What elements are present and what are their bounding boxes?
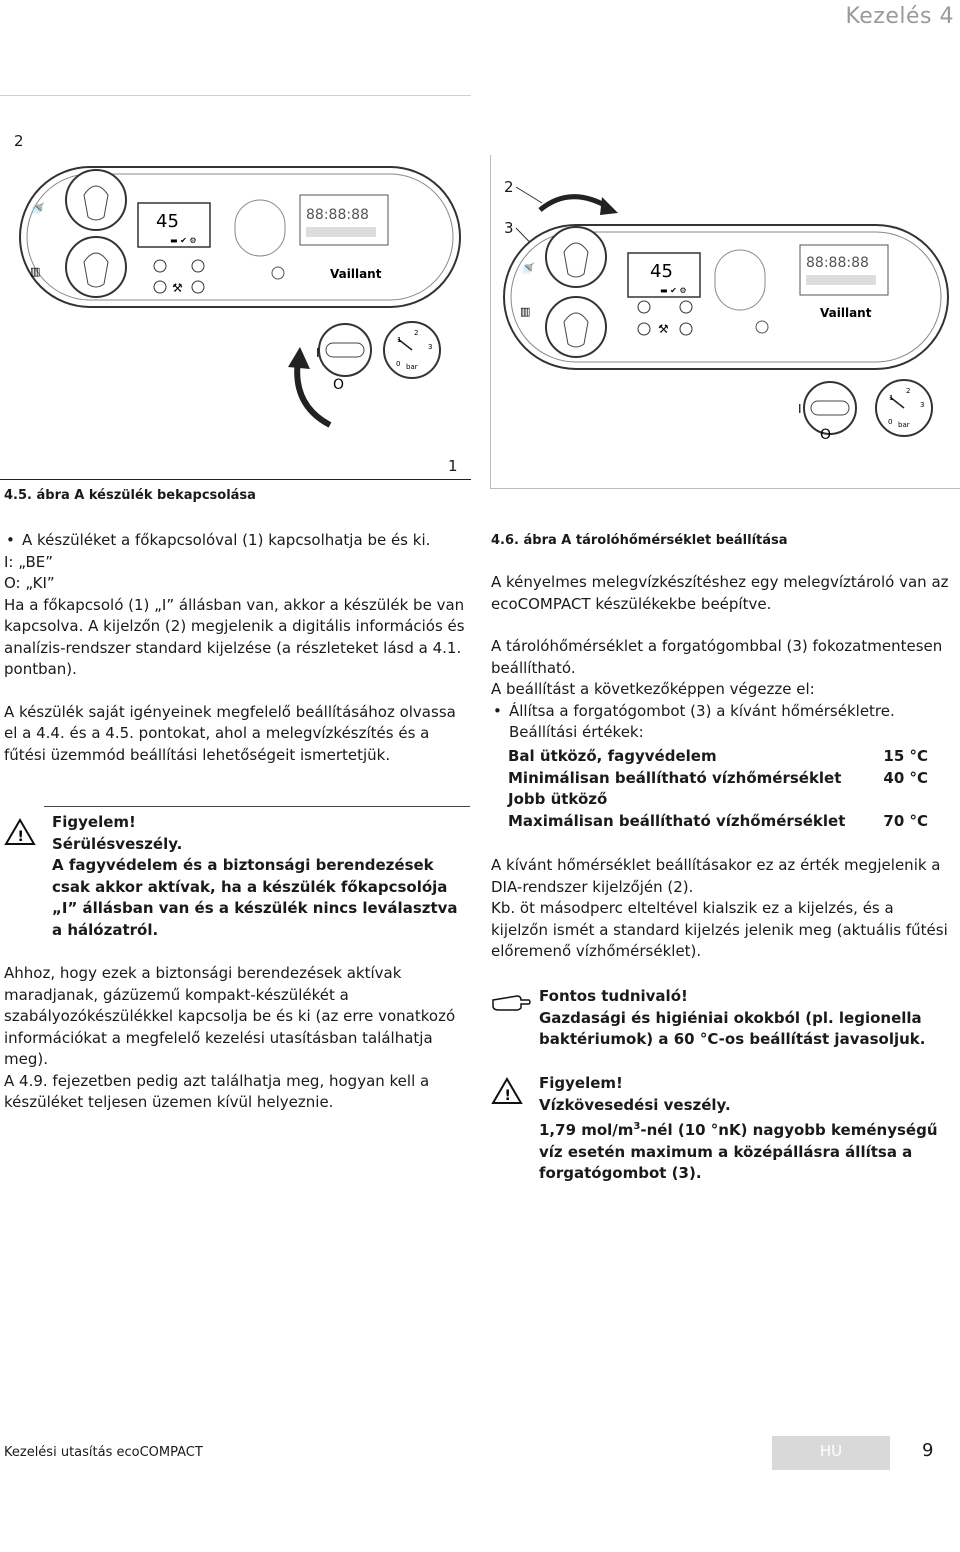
svg-text:!: ! [17, 829, 24, 845]
page-number: 9 [922, 1440, 934, 1461]
svg-text:1: 1 [397, 336, 402, 344]
gauge-unit: bar [406, 363, 418, 371]
chapter-header: Kezelés 4 [845, 4, 954, 29]
callout-display: 2 [504, 178, 514, 196]
paragraph: A tárolóhőmérséklet a forgatógombbal (3) fokozatmentesen beállítható. [491, 637, 943, 677]
figure-caption-left: 4.5. ábra A készülék bekapcsolása [4, 488, 256, 503]
radiator-icon: ▥ [520, 305, 531, 318]
button-minus[interactable] [638, 323, 650, 335]
note-box [491, 986, 960, 1056]
warning-box-limescale [491, 1073, 960, 1183]
svg-text:3: 3 [920, 401, 925, 409]
button-plus[interactable] [680, 323, 692, 335]
paragraph: Ha a főkapcsoló (1) „I” állásban van, akkor a készülék be van kapcsolva. A kijelzőn (2) megjelenik a digitális információs és analízis-rendszer standard kijelzése (a részleteket lásd a 4.1. pontban). [4, 595, 465, 678]
warning-text: 1,79 mol/$m^3$-nél (10 °nK) nagyobb keménységű víz esetén maximum a középállásra állítsa a forgatógombot (3). [539, 1121, 938, 1182]
svg-text:2: 2 [906, 387, 911, 395]
table-row: Bal ütköző, fagyvédelem 15 °C [508, 747, 928, 765]
language-badge: HU [772, 1436, 890, 1470]
list-item: • A készüléket a főkapcsolóval (1) kapcsolhatja be és ki. [4, 530, 466, 552]
note-text: Gazdasági és higiéniai okokból (pl. legionella baktériumok) a 60 °C-os beállítást javasoljuk. [539, 1008, 926, 1048]
svg-text:0: 0 [396, 360, 401, 368]
paragraph: Kb. öt másodperc elteltével kialszik ez a kijelzés, és a kijelzőn ismét a standard kijelzés jelenik meg (aktuális fűtési előremenő vízhőmérséklet). [491, 899, 948, 960]
chimney-sweep-icon: ⚒ [658, 322, 669, 336]
warning-subtitle: Vízkövesedési veszély. [539, 1095, 731, 1114]
settings-table [508, 746, 928, 832]
right-column-middle [491, 855, 951, 963]
right-column [491, 572, 951, 744]
values-label: Beállítási értékek: [509, 723, 644, 741]
pointing-hand-icon [491, 988, 531, 1012]
display-icons: ▬ ✔ ⚙ [660, 286, 687, 295]
tap-icon: 🚿 [520, 262, 535, 276]
button-reset[interactable] [154, 260, 166, 272]
line-off: O: „KI” [4, 574, 55, 592]
radiator-icon: ▥ [30, 265, 41, 278]
brand-logo: Vaillant [330, 267, 382, 281]
button-minus[interactable] [154, 281, 166, 293]
warning-title: Figyelem! [539, 1074, 623, 1092]
display-value: 45 [650, 261, 673, 282]
switch-off-label: O [333, 377, 345, 393]
paragraph: A beállítást a következőképpen végezze el: [491, 680, 815, 698]
table-row: Minimálisan beállítható vízhőmérséklet 40 °C [508, 768, 928, 787]
rotation-arrow [297, 360, 330, 425]
chimney-sweep-icon: ⚒ [172, 281, 183, 295]
figure-tank-temperature [490, 95, 960, 489]
table-row: Jobb ütköző [508, 790, 608, 808]
svg-text:!: ! [504, 1088, 511, 1104]
switch-on-label: I [316, 346, 320, 360]
button-info[interactable] [192, 260, 204, 272]
warning-triangle-icon [4, 818, 36, 846]
svg-text:0: 0 [888, 418, 893, 426]
brand-logo: Vaillant [820, 306, 872, 320]
svg-text:3: 3 [428, 343, 433, 351]
rotation-arrow [540, 197, 608, 210]
svg-text:88:88:88: 88:88:88 [806, 255, 869, 271]
warning-subtitle: Sérülésveszély. [52, 834, 183, 853]
control-panel-illustration [0, 95, 471, 480]
switch-on-label: I [798, 402, 802, 416]
callout-knob: 3 [504, 219, 514, 237]
figure-caption-right: 4.6. ábra A tárolóhőmérséklet beállítása [491, 533, 788, 548]
left-column-bottom [4, 963, 466, 1114]
svg-text:1: 1 [889, 394, 894, 402]
paragraph: A 4.9. fejezetben pedig azt találhatja meg, hogyan kell a készüléket teljesen üzemen kívül helyeznie. [4, 1071, 430, 1111]
button-plus[interactable] [192, 281, 204, 293]
svg-text:2: 2 [414, 329, 419, 337]
warning-triangle-icon [491, 1077, 523, 1105]
callout-display: 2 [14, 132, 24, 150]
callout-main-switch: 1 [448, 457, 458, 475]
control-panel-illustration [490, 95, 960, 489]
note-title: Fontos tudnivaló! [539, 987, 688, 1005]
display-value: 45 [156, 211, 179, 232]
list-item: • Állítsa a forgatógombot (3) a kívánt hőmérsékletre. [491, 701, 951, 723]
paragraph: A készülék saját igényeinek megfelelő beállításához olvassa el a 4.4. és a 4.5. pontokat, ahol a melegvízkészítés és a fűtési üzemmód beállítási lehetőségeit ismertetjük. [4, 702, 456, 764]
display-icons: ▬ ✔ ⚙ [170, 236, 197, 245]
left-column [4, 530, 466, 766]
paragraph: A kényelmes melegvízkészítéshez egy melegvíztároló van az ecoCOMPACT készülékekbe beépítve. [491, 573, 949, 613]
gauge-unit: bar [898, 421, 910, 429]
table-row: Maximálisan beállítható vízhőmérséklet 70 °C [508, 811, 928, 830]
paragraph: A kívánt hőmérséklet beállításakor ez az érték megjelenik a DIA-rendszer kijelzőjén (2). [491, 856, 941, 896]
warning-title: Figyelem! [52, 813, 136, 831]
warning-box-injury [4, 806, 470, 946]
button-reset[interactable] [638, 301, 650, 313]
paragraph: Ahhoz, hogy ezek a biztonsági berendezések aktívak maradjanak, gázüzemű kompakt-készülékét a szabályozókészülékkel kapcsolja be és ki (az erre vonatkozó információkat a megfelelő kezelési utasításban találhatja meg). [4, 964, 456, 1068]
figure-boiler-power-on [0, 95, 471, 480]
svg-text:88:88:88: 88:88:88 [306, 207, 369, 223]
switch-off-label: O [820, 427, 832, 443]
line-on: I: „BE” [4, 552, 54, 571]
footer-manual-title: Kezelési utasítás ecoCOMPACT [4, 1445, 203, 1460]
warning-text: A fagyvédelem és a biztonsági berendezések csak akkor aktívak, ha a készülék főkapcsolója „I” állásban van és a készülék nincs leválasztva a hálózatról. [52, 856, 458, 939]
tap-icon: 🚿 [30, 202, 45, 216]
button-info[interactable] [680, 301, 692, 313]
